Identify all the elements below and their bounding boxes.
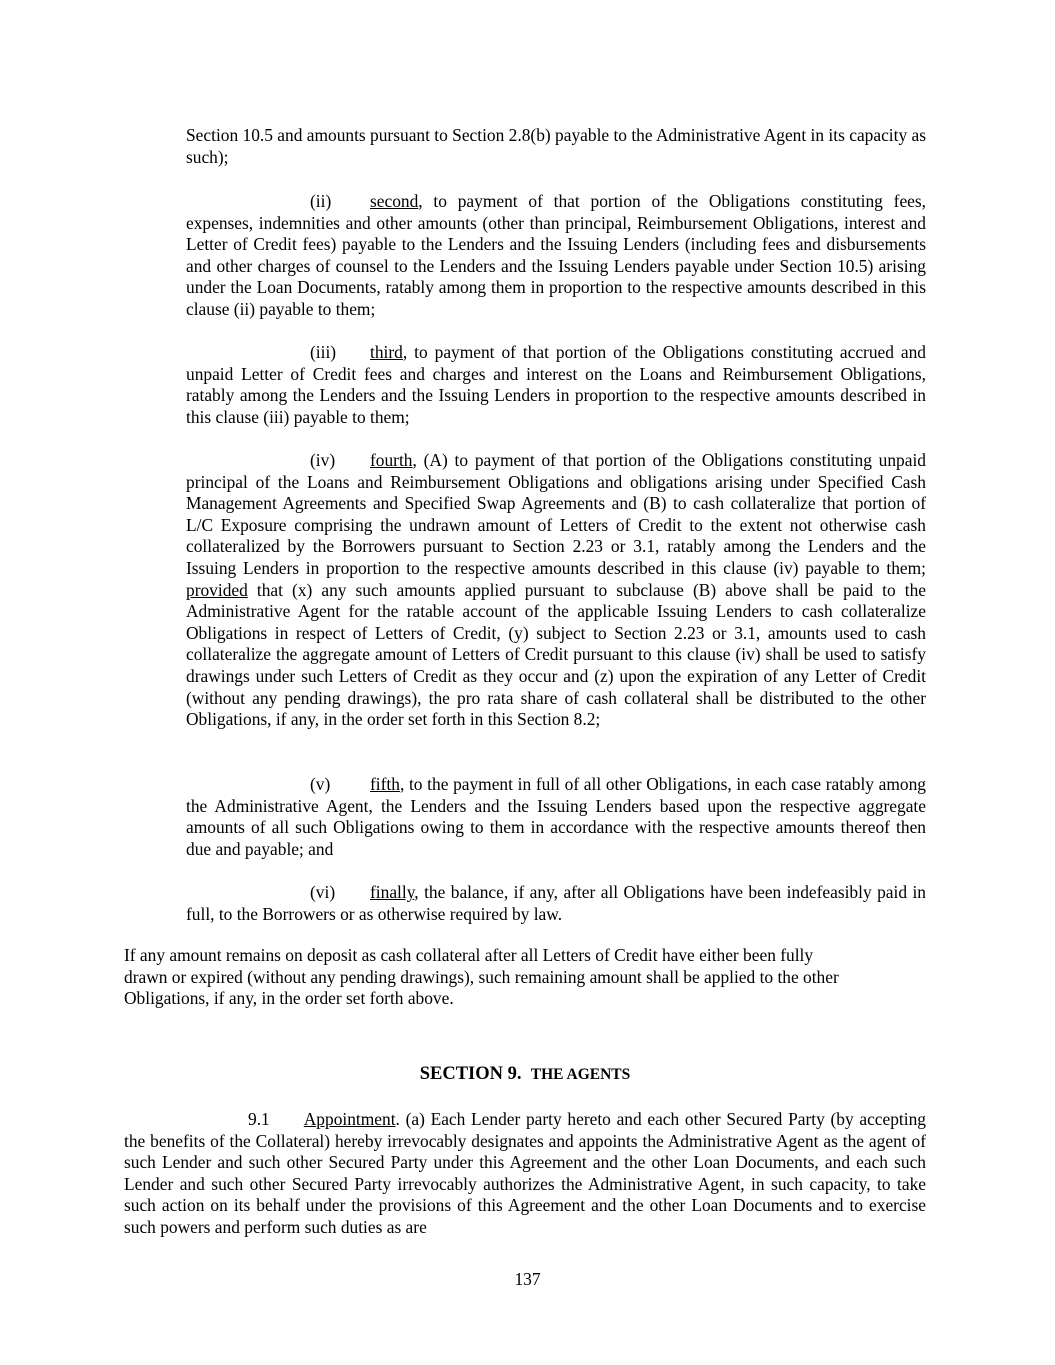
clause-number: (ii) [310, 191, 332, 211]
clause-v [186, 774, 926, 860]
appointment-text: . (a) Each Lender party hereto and each other Secured Party (by accepting the benefits of the Collateral) hereby irrevocably designates and appoints the Administrative Agent as the agent of such Lender and such other Secured Party under this Agreement and the other Loan Documents, and each such Lender and such other Secured Party irrevocably authorizes the Administrative Agent, in such capacity, to take such action on its behalf under the provisions of this Agreement and the other Loan Documents and to exercise such powers and perform such duties as are [124, 1109, 926, 1237]
clause-text: , to payment of that portion of the Obligations constituting fees, expenses, indemnities and other amounts (other than principal, Reimbursement Obligations, interest and Letter of Credit fees) payable to the Lenders and the Issuing Lenders (including fees and disbursements and other charges of counsel to the Lenders and the Issuing Lenders payable under Section 10.5) arising under the Loan Documents, ratably among them in proportion to the respective amounts described in this clause (ii) payable to them; [186, 191, 926, 319]
remaining-line: If any amount remains on deposit as cash collateral after all Letters of Credit have either been fully [124, 945, 814, 965]
clause-keyword: finally [370, 882, 415, 902]
clause-iv [186, 450, 926, 731]
clause-ii [186, 191, 926, 321]
clause-keyword: fifth [370, 774, 400, 794]
remaining-line: drawn or expired (without any pending drawings), such remaining amount shall be applied to the other [124, 966, 839, 987]
clause-number: (iv) [310, 450, 336, 470]
continued-text: Section 10.5 and amounts pursuant to Section 2.8(b) payable to the Administrative Agent in its capacity as such); [186, 125, 926, 167]
clause-number: (iii) [310, 342, 337, 362]
subsection-title: Appointment [303, 1109, 396, 1129]
clause-vi [186, 882, 926, 925]
clause-number: (vi) [310, 882, 336, 902]
section-heading [124, 1064, 926, 1086]
continued-paragraph [186, 125, 926, 168]
clause-keyword: fourth [370, 450, 413, 470]
page-number: 137 [514, 1269, 541, 1289]
subsection-number: 9.1 [248, 1109, 270, 1129]
clause-keyword: second [370, 191, 419, 211]
section-title: THE AGENTS [530, 1066, 631, 1083]
section-number: SECTION 9. [419, 1064, 522, 1084]
remaining-amount-paragraph [124, 945, 926, 1010]
appointment-paragraph [124, 1109, 926, 1239]
clause-text-b: that (x) any such amounts applied pursuant to subclause (B) above shall be paid to the Administrative Agent for the ratable account of the applicable Issuing Lenders to cash collateralize Obligations in respect of Letters of Credit, (y) subject to Section 2.23 or 3.1, amounts used to cash collateralize the aggregate amount of Letters of Credit pursuant to this clause (iv) shall be used to satisfy drawings under such Letters of Credit as they occur and (z) upon the expiration of any Letter of Credit (without any pending drawings), the pro rata share of cash collateral shall be distributed to the other Obligations, if any, in the order set forth in this Section 8.2; [186, 579, 926, 730]
clause-text: , to the payment in full of all other Obligations, in each case ratably among the Administrative Agent, the Lenders and the Issuing Lenders based upon the respective aggregate amounts of all such Obligations owing to them in accordance with the respective amounts thereof then due and payable; and [186, 774, 926, 859]
clause-iii [186, 342, 926, 428]
remaining-line: Obligations, if any, in the order set forth above. [124, 988, 454, 1009]
clause-text: , to payment of that portion of the Obligations constituting accrued and unpaid Letter of Credit fees and charges and interest on the Loans and Reimbursement Obligations, ratably among the Lenders and the Issuing Lenders in proportion to the respective amounts described in this clause (iii) payable to them; [186, 342, 926, 427]
clause-number: (v) [310, 774, 331, 794]
clause-text-a: , (A) to payment of that portion of the Obligations constituting unpaid principal of the Loans and Reimbursement Obligations and obligations arising under Specified Cash Management Agreements and Specified Swap Agreements and (B) to cash collateralize that portion of L/C Exposure comprising the undrawn amount of Letters of Credit to the extent not otherwise cash collateralized by the Borrowers pursuant to Section 2.23 or 3.1, ratably among the Lenders and the Issuing Lenders in proportion to the respective amounts described in this clause (iv) payable to them; [186, 450, 926, 578]
clause-keyword: third [370, 342, 403, 362]
provided-term: provided [186, 579, 248, 600]
clause-text: , the balance, if any, after all Obligations have been indefeasibly paid in full, to the Borrowers or as otherwise required by law. [186, 882, 926, 924]
